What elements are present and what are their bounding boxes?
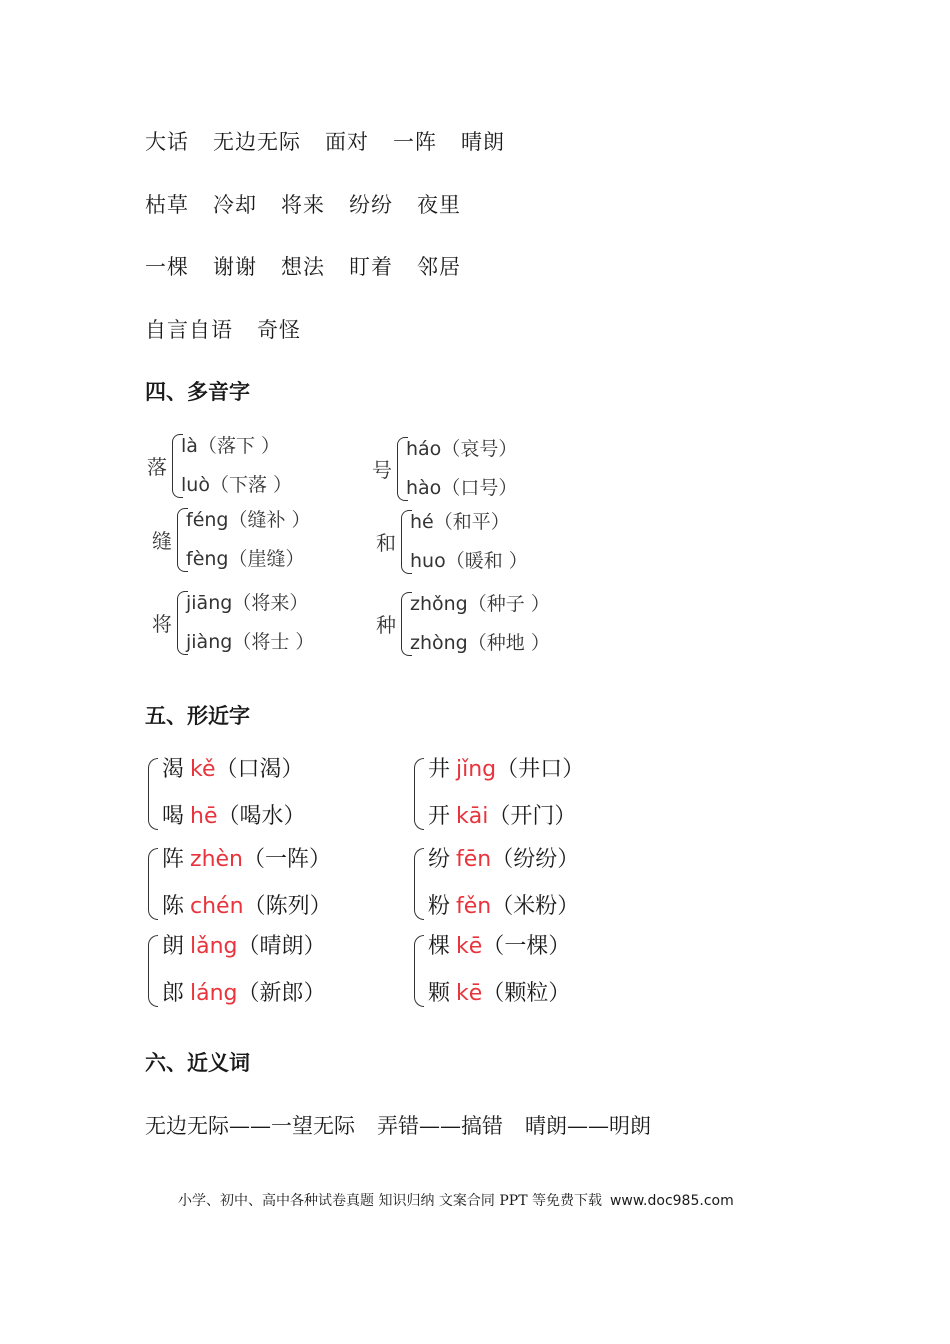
example-word: 开门 bbox=[510, 804, 555, 829]
poly-reading: féng（缝补 ） bbox=[186, 509, 311, 531]
similar-row: 棵 kē（一棵） bbox=[428, 934, 571, 959]
example-word: 将来 bbox=[251, 592, 290, 614]
example-word: 哀号 bbox=[460, 438, 499, 460]
char: 喝 bbox=[162, 804, 185, 829]
pinyin: fēn bbox=[456, 847, 492, 872]
similar-row: 朗 lǎng（晴朗） bbox=[162, 934, 326, 959]
pinyin: là bbox=[181, 435, 198, 457]
pinyin: jiàng bbox=[186, 631, 233, 653]
pinyin: zhòng bbox=[410, 632, 468, 654]
char: 粉 bbox=[428, 894, 451, 919]
word: 盯着 bbox=[349, 255, 393, 279]
poly-reading: là（落下 ） bbox=[181, 435, 280, 457]
example-word: 陈列 bbox=[265, 894, 310, 919]
section-heading-similar: 五、形近字 bbox=[145, 703, 250, 728]
char: 井 bbox=[428, 757, 451, 782]
word: 想法 bbox=[281, 255, 325, 279]
example-word: 口渴 bbox=[237, 757, 282, 782]
char: 陈 bbox=[162, 894, 185, 919]
poly-char: 将 bbox=[152, 612, 172, 636]
poly-reading: jiāng（将来） bbox=[186, 592, 309, 614]
pinyin: hé bbox=[410, 511, 434, 533]
brace-icon bbox=[414, 935, 424, 1007]
pinyin: zhèn bbox=[190, 847, 243, 872]
poly-reading: fèng（崖缝） bbox=[186, 548, 305, 570]
similar-row: 陈 chén（陈列） bbox=[162, 894, 332, 919]
poly-char: 缝 bbox=[152, 529, 172, 553]
pinyin: lǎng bbox=[190, 934, 238, 959]
poly-reading: hào（口号） bbox=[406, 477, 518, 499]
pinyin: jiāng bbox=[186, 592, 233, 614]
char: 阵 bbox=[162, 847, 185, 872]
pinyin: láng bbox=[190, 981, 238, 1006]
example-word: 口号 bbox=[460, 477, 499, 499]
similar-row: 井 jǐng（井口） bbox=[428, 757, 585, 782]
synonym-line bbox=[145, 1110, 673, 1140]
example-word: 晴朗 bbox=[259, 934, 304, 959]
section-heading-synonyms: 六、近义词 bbox=[145, 1050, 250, 1075]
synonym-pair: 无边无际——一望无际 bbox=[145, 1114, 355, 1138]
word: 一阵 bbox=[393, 130, 437, 154]
footer-url[interactable]: www.doc985.com bbox=[609, 1193, 734, 1209]
word: 无边无际 bbox=[213, 130, 301, 154]
pinyin: hē bbox=[190, 804, 218, 829]
word: 冷却 bbox=[213, 193, 257, 217]
word: 一棵 bbox=[145, 255, 189, 279]
brace-icon bbox=[148, 935, 158, 1007]
char: 颗 bbox=[428, 981, 451, 1006]
poly-reading: huo（暖和 ） bbox=[410, 550, 528, 572]
pinyin: kāi bbox=[456, 804, 489, 829]
example-word: 新郎 bbox=[259, 981, 304, 1006]
pinyin: jǐng bbox=[456, 757, 497, 782]
poly-reading: zhǒng（种子 ） bbox=[410, 593, 550, 615]
similar-row: 开 kāi（开门） bbox=[428, 804, 577, 829]
poly-char: 号 bbox=[372, 458, 392, 482]
example-word: 一阵 bbox=[265, 847, 310, 872]
example-word: 喝水 bbox=[239, 804, 284, 829]
word-line-1 bbox=[145, 126, 529, 156]
brace-icon bbox=[414, 848, 424, 920]
brace-icon bbox=[148, 758, 158, 830]
word-line-3 bbox=[145, 251, 485, 281]
similar-row: 渴 kě（口渴） bbox=[162, 757, 304, 782]
word: 奇怪 bbox=[257, 318, 301, 342]
word-line-2 bbox=[145, 189, 485, 219]
char: 朗 bbox=[162, 934, 185, 959]
example-word: 颗粒 bbox=[504, 981, 549, 1006]
brace-icon bbox=[148, 848, 158, 920]
word: 谢谢 bbox=[213, 255, 257, 279]
pinyin: huo bbox=[410, 550, 446, 572]
example-word: 落下 bbox=[216, 435, 255, 457]
word: 晴朗 bbox=[461, 130, 505, 154]
example-word: 缝补 bbox=[247, 509, 286, 531]
similar-row: 纷 fēn（纷纷） bbox=[428, 847, 580, 872]
word: 将来 bbox=[281, 193, 325, 217]
similar-row: 郎 láng（新郎） bbox=[162, 981, 326, 1006]
section-heading-polyphonic: 四、多音字 bbox=[145, 379, 250, 404]
similar-row: 喝 hē（喝水） bbox=[162, 804, 306, 829]
pinyin: kē bbox=[456, 934, 483, 959]
example-word: 和平 bbox=[452, 511, 491, 533]
word: 邻居 bbox=[417, 255, 461, 279]
poly-reading: luò（下落 ） bbox=[181, 474, 293, 496]
pinyin: kē bbox=[456, 981, 483, 1006]
similar-row: 阵 zhèn（一阵） bbox=[162, 847, 332, 872]
pinyin: chén bbox=[190, 894, 244, 919]
pinyin: háo bbox=[406, 438, 442, 460]
char: 渴 bbox=[162, 757, 185, 782]
word: 自言自语 bbox=[145, 318, 233, 342]
poly-char: 种 bbox=[376, 613, 396, 637]
char: 开 bbox=[428, 804, 451, 829]
pinyin: kě bbox=[190, 757, 216, 782]
pinyin: luò bbox=[181, 474, 210, 496]
similar-row: 颗 kē（颗粒） bbox=[428, 981, 571, 1006]
poly-reading: zhòng（种地 ） bbox=[410, 632, 550, 654]
page-footer bbox=[178, 1190, 734, 1210]
word: 纷纷 bbox=[349, 193, 393, 217]
brace-icon bbox=[414, 758, 424, 830]
pinyin: hào bbox=[406, 477, 442, 499]
synonym-pair: 晴朗——明朗 bbox=[525, 1114, 651, 1138]
word-line-4 bbox=[145, 314, 325, 344]
example-word: 种子 bbox=[486, 593, 525, 615]
poly-reading: hé（和平） bbox=[410, 511, 510, 533]
pinyin: fěn bbox=[456, 894, 492, 919]
synonym-pair: 弄错——搞错 bbox=[377, 1114, 503, 1138]
example-word: 种地 bbox=[486, 632, 525, 654]
word: 大话 bbox=[145, 130, 189, 154]
example-word: 崖缝 bbox=[247, 548, 286, 570]
poly-reading: háo（哀号） bbox=[406, 438, 518, 460]
footer-text: 小学、初中、高中各种试卷真题 知识归纳 文案合同 PPT 等免费下载 bbox=[178, 1193, 602, 1209]
word: 面对 bbox=[325, 130, 369, 154]
char: 纷 bbox=[428, 847, 451, 872]
example-word: 米粉 bbox=[513, 894, 558, 919]
char: 棵 bbox=[428, 934, 451, 959]
example-word: 一棵 bbox=[504, 934, 549, 959]
word: 夜里 bbox=[417, 193, 461, 217]
poly-char: 落 bbox=[147, 455, 167, 479]
similar-row: 粉 fěn（米粉） bbox=[428, 894, 580, 919]
pinyin: féng bbox=[186, 509, 229, 531]
poly-reading: jiàng（将士 ） bbox=[186, 631, 315, 653]
word: 枯草 bbox=[145, 193, 189, 217]
example-word: 下落 bbox=[228, 474, 267, 496]
example-word: 暖和 bbox=[464, 550, 503, 572]
example-word: 将士 bbox=[251, 631, 290, 653]
example-word: 井口 bbox=[518, 757, 563, 782]
pinyin: zhǒng bbox=[410, 593, 468, 615]
pinyin: fèng bbox=[186, 548, 229, 570]
example-word: 纷纷 bbox=[513, 847, 558, 872]
poly-char: 和 bbox=[376, 531, 396, 555]
char: 郎 bbox=[162, 981, 185, 1006]
